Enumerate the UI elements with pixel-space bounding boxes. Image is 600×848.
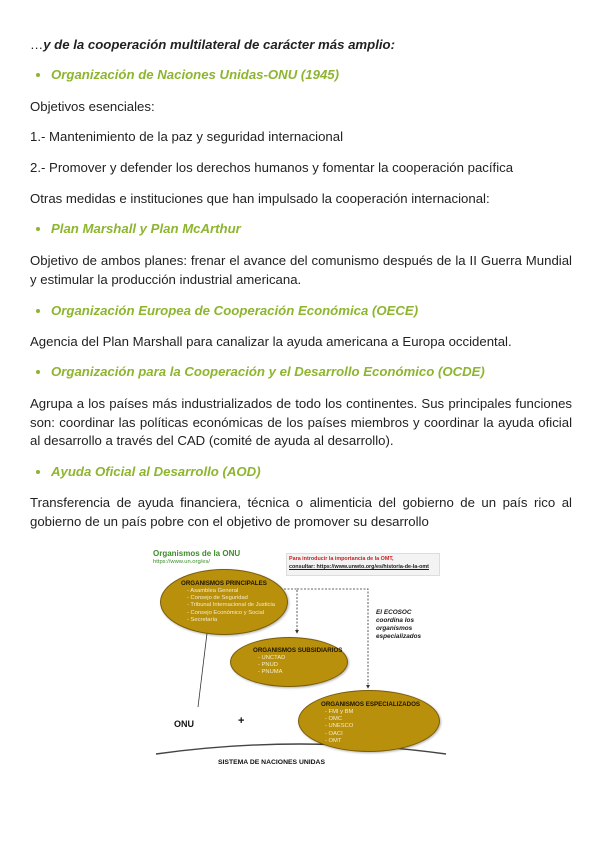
ocde-text: Agrupa a los países más industrializados de todo los continentes. Sus principales funciones son: coordinar las políticas económicas de los países miembros y coordinar la ayuda oficial al desarrollo a través del CAD (comité de ayuda al desarrollo). — [30, 396, 572, 448]
bullet-ocde — [36, 364, 485, 379]
onu-label: ONU — [174, 719, 194, 729]
other-measures: Otras medidas e instituciones que han impulsado la cooperación internacional: — [30, 191, 490, 206]
principal-item: - Secretaría — [187, 616, 218, 623]
bullet-dot-icon — [36, 470, 40, 474]
ecosoc-line: coordina los — [376, 617, 414, 624]
bullet-onu — [36, 67, 339, 82]
principal-organs-ellipse — [160, 569, 288, 635]
bullet-marshall — [36, 221, 241, 236]
bullet-aod-label: Ayuda Oficial al Desarrollo (AOD) — [51, 464, 261, 479]
bullet-dot-icon — [36, 227, 40, 231]
ecosoc-line: organismos — [376, 625, 413, 632]
principal-title: ORGANISMOS PRINCIPALES — [181, 580, 267, 587]
subsidiary-organs-ellipse — [230, 637, 348, 687]
omt-note-line1: Para introducir la importancia de la OMT, — [289, 556, 394, 562]
specialized-list — [325, 709, 353, 745]
marshall-text: Objetivo de ambos planes: frenar el avance del comunismo después de la II Guerra Mundial y estimular la producción industrial americana. — [30, 253, 572, 287]
un-system-diagram — [150, 547, 448, 777]
intro-line — [30, 36, 572, 55]
plus-sign: + — [238, 715, 245, 727]
subsidiary-item: - UNCTAD — [258, 655, 286, 661]
bullet-ocde-label: Organización para la Cooperación y el Desarrollo Económico (OCDE) — [51, 364, 485, 379]
ecosoc-line: El ECOSOC — [376, 609, 412, 616]
principal-list — [187, 588, 275, 624]
objective-1: 1.- Mantenimiento de la paz y seguridad internacional — [30, 129, 344, 144]
objective-2: 2.- Promover y defender los derechos humanos y fomentar la cooperación pacífica — [30, 160, 514, 175]
specialized-organs-ellipse — [298, 690, 440, 752]
diagram-title: Organismos de la ONU — [153, 549, 241, 558]
principal-item: - Asamblea General — [187, 588, 239, 594]
specialized-item: - OMC — [325, 716, 343, 723]
oece-text: Agencia del Plan Marshall para canalizar la ayuda americana a Europa occidental. — [30, 334, 512, 349]
subsidiary-title: ORGANISMOS SUBSIDIARIOS — [253, 647, 343, 654]
bullet-marshall-label: Plan Marshall y Plan McArthur — [51, 221, 241, 236]
system-footer-label: SISTEMA DE NACIONES UNIDAS — [218, 759, 325, 766]
bullet-dot-icon — [36, 309, 40, 313]
ecosoc-note — [376, 609, 421, 641]
subsidiary-item: - PNUMA — [258, 669, 283, 676]
bullet-aod — [36, 464, 261, 479]
diagram-url[interactable]: https://www.un.org/es/ — [153, 559, 211, 565]
omt-note-line2[interactable]: consultar: https://www.unwto.org/es/historia-de-la-omt — [289, 564, 429, 570]
bullet-dot-icon — [36, 73, 40, 77]
bullet-oece — [36, 303, 418, 318]
specialized-item: - OMT — [325, 737, 342, 744]
ecosoc-line: especializados — [376, 633, 422, 640]
specialized-title: ORGANISMOS ESPECIALIZADOS — [321, 701, 421, 708]
bullet-onu-label: Organización de Naciones Unidas-ONU (1945) — [51, 67, 340, 82]
specialized-item: - FMI y BM — [325, 709, 354, 715]
bullet-oece-label: Organización Europea de Cooperación Económica (OECE) — [51, 303, 419, 318]
onu-pointer-line — [198, 625, 208, 707]
aod-text: Transferencia de ayuda financiera, técnica o alimenticia del gobierno de un país rico al gobierno de un país pobre con el objetivo de promover su desarrollo — [30, 495, 572, 529]
principal-item: - Consejo Económico y Social — [187, 609, 265, 616]
principal-item: - Tribunal Internacional de Justicia — [187, 602, 275, 609]
subsidiary-item: - PNUD — [258, 662, 278, 669]
objectives-label: Objetivos esenciales: — [30, 99, 155, 114]
bullet-dot-icon — [36, 370, 40, 374]
intro-text: y de la cooperación multilateral de carácter más amplio: — [43, 37, 395, 52]
subsidiary-list — [258, 655, 285, 677]
intro-ellipsis: … — [30, 37, 44, 52]
principal-item: - Consejo de Seguridad — [187, 595, 248, 602]
specialized-item: - OACI — [325, 730, 343, 737]
specialized-item: - UNESCO — [325, 723, 354, 730]
